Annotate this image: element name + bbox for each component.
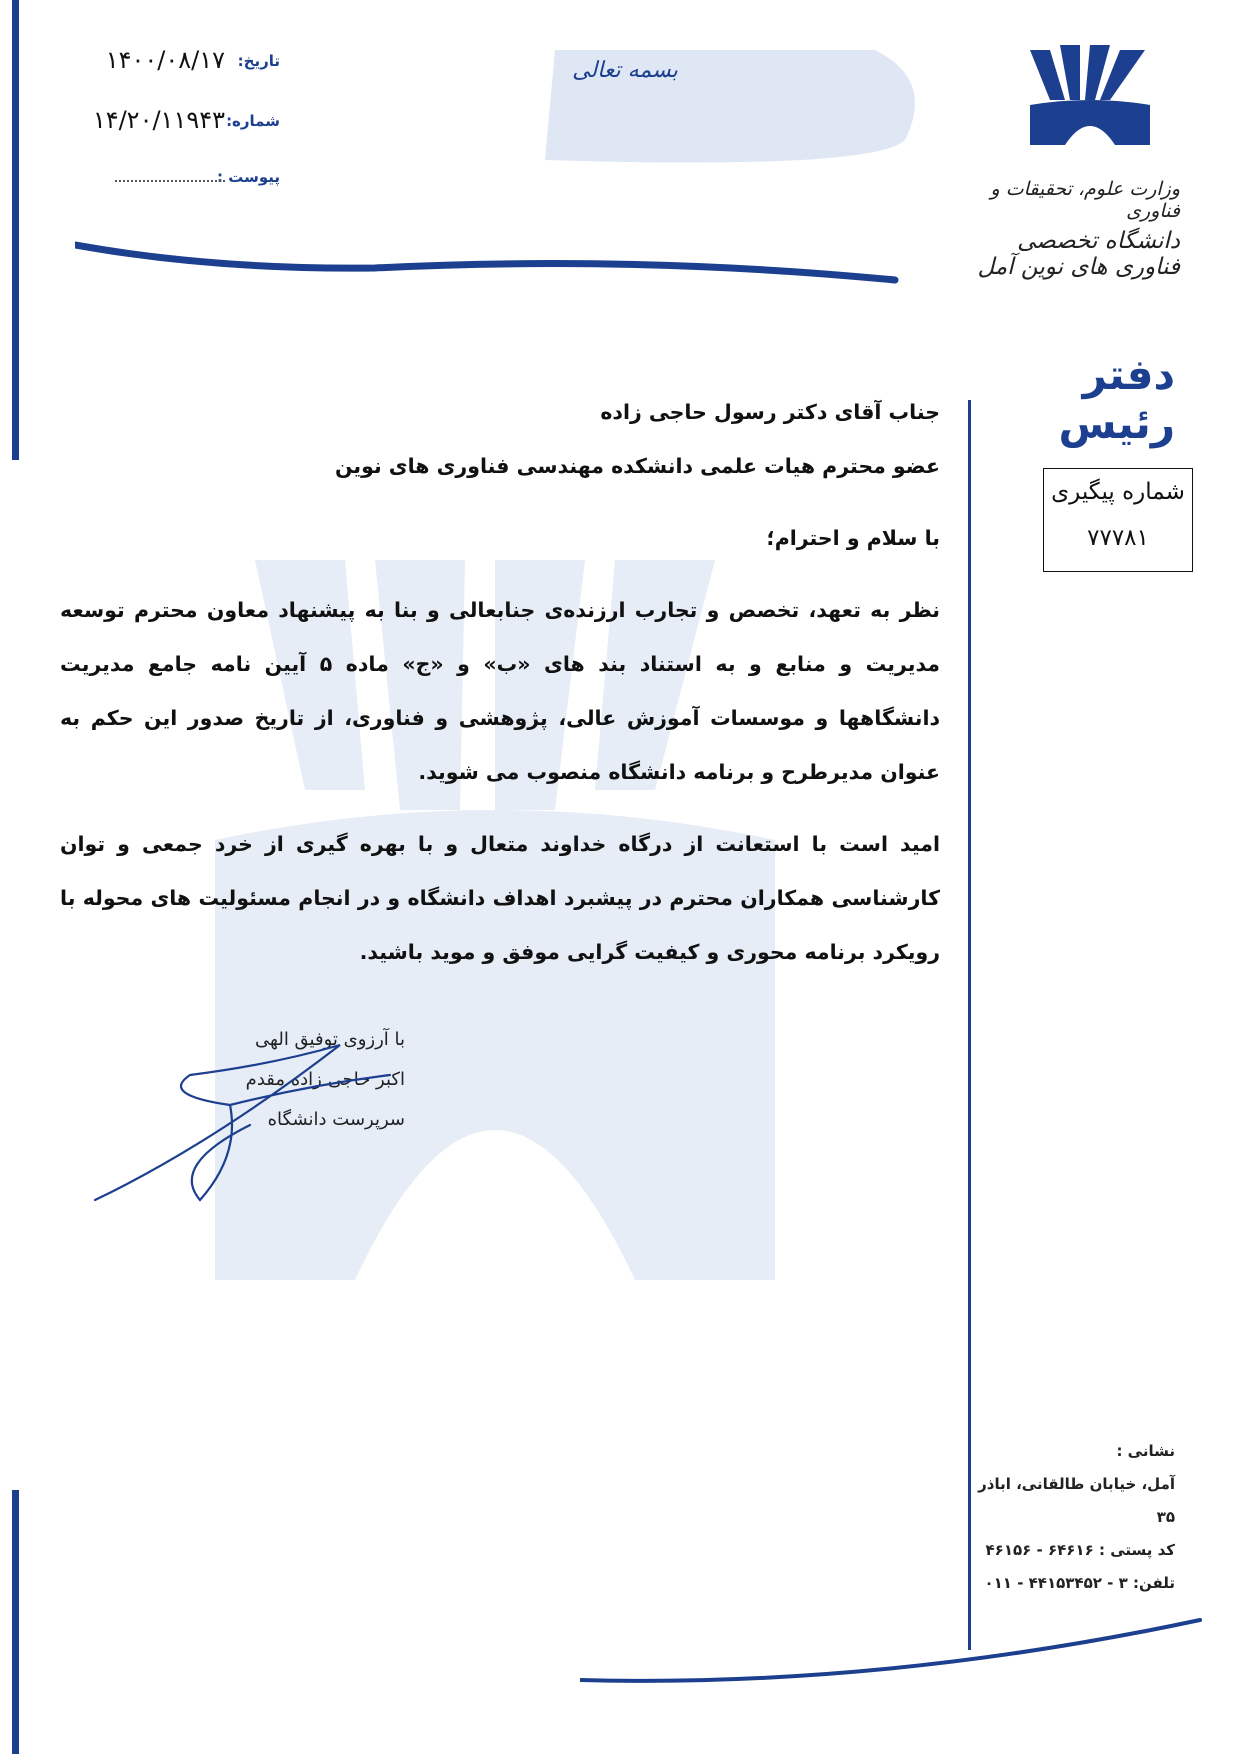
- ministry-name: وزارت علوم، تحقیقات و فناوری: [990, 178, 1180, 222]
- attachment-dots: [115, 180, 225, 182]
- paragraph-1-end: منصوب می شوید.: [418, 760, 602, 784]
- tracking-number: ۷۷۷۸۱: [1087, 525, 1149, 551]
- letter-body: [60, 385, 940, 979]
- university-name: دانشگاه تخصصی فناوری های نوین آمل: [977, 228, 1180, 280]
- paragraph-2: امید است با استعانت از درگاه خداوند متعال و با بهره گیری از خرد جمعی و توان کارشناسی همکاران محترم در پیشبرد اهداف دانشگاه و در انجام مسئولیت های محوله با رویکرد برنامه محوری و کیفیت گرایی موفق و موید باشید.: [60, 832, 940, 964]
- date-value: ۱۴۰۰/۰۸/۱۷: [105, 46, 225, 74]
- closing-line: با آرزوی توفیق الهی: [255, 1029, 405, 1050]
- university-logo: [1025, 45, 1155, 150]
- address-postal: کد پستی : ۶۴۶۱۶ - ۴۶۱۵۶: [985, 1541, 1175, 1559]
- attachment-label: پیوست :: [216, 168, 280, 186]
- basmala: بسمه تعالی: [572, 58, 678, 83]
- paragraph-1: [60, 583, 940, 799]
- address-street: آمل، خیابان طالقانی، اباذر ۳۵: [978, 1475, 1175, 1526]
- handwritten-signature: [90, 1025, 420, 1205]
- address-phone: تلفن: ۳ - ۴۴۱۵۳۴۵۲ - ۰۱۱: [984, 1574, 1175, 1592]
- paragraph-1-start: نظر به تعهد، تخصص و تجارب ارزنده‌ی جنابعالی و بنا به پیشنهاد معاون محترم توسعه مدیریت و منابع و به استناد بند های «ب» و «ج» ماده ۵ آیین نامه جامع مدیریت دانشگاهها و موسسات آموزش عالی، پژوهشی و فناوری، از تاریخ صدور این حکم به عنوان: [60, 598, 940, 784]
- greeting: با سلام و احترام؛: [766, 526, 940, 550]
- address-block: [965, 1435, 1175, 1600]
- address-label: نشانی :: [1116, 1442, 1175, 1460]
- date-label: تاریخ:: [237, 52, 280, 70]
- date-row: [90, 46, 280, 82]
- number-label: شماره:: [226, 112, 280, 130]
- number-row: [90, 106, 280, 142]
- left-margin-bar-bottom: [12, 1490, 19, 1754]
- signer-title: سرپرست دانشگاه: [267, 1109, 405, 1130]
- office-title: دفتر رئیس: [1058, 350, 1175, 448]
- recipient-title: عضو محترم هیات علمی دانشکده مهندسی فناوری های نوین: [334, 454, 940, 478]
- recipient-name: جناب آقای دکتر رسول حاجی زاده: [600, 400, 940, 424]
- attachment-row: [90, 168, 280, 198]
- footer-swoosh: [580, 1610, 1220, 1700]
- left-margin-bar-top: [12, 0, 19, 460]
- appointment-position: مدیرطرح و برنامه دانشگاه: [608, 760, 874, 784]
- tracking-box: [1043, 468, 1193, 572]
- signer-name: اکبر حاجی زاده مقدم: [245, 1069, 405, 1090]
- tracking-label: شماره پیگیری: [1051, 479, 1185, 505]
- number-value: ۱۴/۲۰/۱۱۹۴۳: [92, 106, 225, 134]
